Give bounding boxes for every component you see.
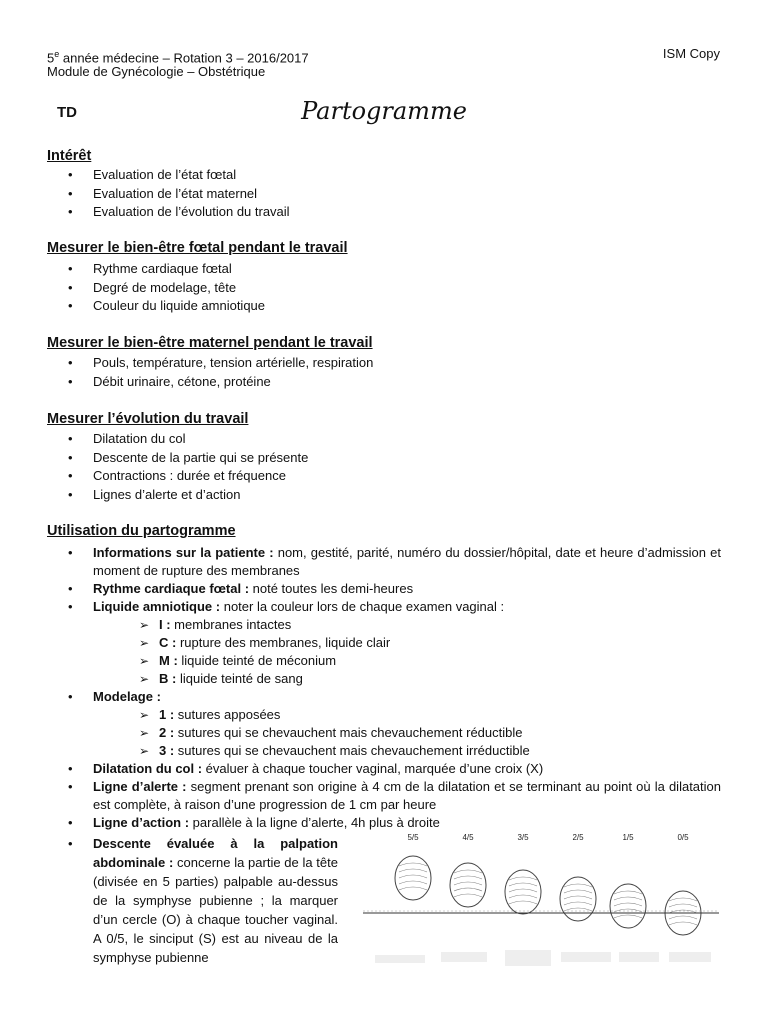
fraction-label: 4/5 bbox=[462, 833, 474, 842]
section-heading-foetal: Mesurer le bien-être fœtal pendant le travail bbox=[47, 240, 348, 256]
list-item: • Débit urinaire, cétone, protéine bbox=[65, 373, 373, 392]
section-list-foetal bbox=[65, 260, 265, 316]
list-item: • Couleur du liquide amniotique bbox=[65, 297, 265, 316]
section-heading-interet: Intérêt bbox=[47, 148, 92, 164]
list-item: • Rythme cardiaque fœtal bbox=[65, 260, 265, 279]
list-item-action: • Ligne d’action : parallèle à la ligne d’alerte, 4h plus à droite bbox=[65, 814, 721, 832]
caption-block bbox=[375, 955, 425, 963]
sub-item: ➢ 1 : sutures apposées bbox=[139, 706, 721, 724]
list-item: • Evaluation de l’état fœtal bbox=[65, 166, 290, 185]
usage-list bbox=[65, 544, 721, 832]
sub-item: ➢ I : membranes intactes bbox=[139, 616, 721, 634]
list-item-modelage: • Modelage : ➢ 1 : sutures apposées ➢ 2 : sutures qui se chevauchent mais chevauchement réductible ➢ 3 : sutures qui se chevauchent mais chevauchement irréductible bbox=[65, 688, 721, 760]
list-item: • Contractions : durée et fréquence bbox=[65, 467, 308, 486]
fetal-head bbox=[560, 877, 596, 921]
fetal-head bbox=[610, 884, 646, 928]
list-item-rcf: • Rythme cardiaque fœtal : noté toutes les demi-heures bbox=[65, 580, 721, 598]
liquide-sublist bbox=[93, 616, 721, 688]
list-item: • Descente de la partie qui se présente bbox=[65, 449, 308, 468]
sub-item: ➢ M : liquide teinté de méconium bbox=[139, 652, 721, 670]
descent-illustration bbox=[353, 830, 723, 980]
list-item: • Degré de modelage, tête bbox=[65, 279, 265, 298]
list-item-descente: • Descente évaluée à la palpation abdominale : concerne la partie de la tête (divisée en 5 parties) palpable au-dessus de la symphyse pubienne ; la marquer d’un cercle (O) à chaque toucher vaginal. A 0/5, le sinciput (S) est au niveau de la symphyse pubienne bbox=[65, 834, 338, 967]
section-heading-maternel: Mesurer le bien-être maternel pendant le travail bbox=[47, 335, 373, 351]
figure-captions bbox=[375, 950, 711, 966]
fetal-head bbox=[450, 863, 486, 907]
list-item: • Lignes d’alerte et d’action bbox=[65, 486, 308, 505]
sub-item: ➢ C : rupture des membranes, liquide clair bbox=[139, 634, 721, 652]
fetal-head bbox=[505, 870, 541, 914]
list-item: • Pouls, température, tension artérielle, respiration bbox=[65, 354, 373, 373]
caption-block bbox=[619, 952, 659, 962]
list-item-liquide: • Liquide amniotique : noter la couleur lors de chaque examen vaginal : ➢ I : membranes intactes ➢ C : rupture des membranes, liquide clair ➢ M : liquide teinté de méconium ➢ B : liquide teinté de sang bbox=[65, 598, 721, 688]
section-list-interet bbox=[65, 166, 290, 222]
fraction-label: 2/5 bbox=[572, 833, 584, 842]
section-heading-utilisation: Utilisation du partogramme bbox=[47, 523, 236, 539]
list-item: • Evaluation de l’évolution du travail bbox=[65, 203, 290, 222]
modelage-sublist bbox=[93, 706, 721, 760]
list-item: • Evaluation de l’état maternel bbox=[65, 185, 290, 204]
td-label: TD bbox=[57, 104, 77, 121]
caption-block bbox=[505, 950, 551, 966]
fraction-label: 1/5 bbox=[622, 833, 634, 842]
fraction-label: 3/5 bbox=[517, 833, 529, 842]
list-item: • Dilatation du col bbox=[65, 430, 308, 449]
fraction-label: 0/5 bbox=[677, 833, 689, 842]
sub-item: ➢ 2 : sutures qui se chevauchent mais chevauchement réductible bbox=[139, 724, 721, 742]
caption-block bbox=[441, 952, 487, 962]
list-item-dilatation: • Dilatation du col : évaluer à chaque toucher vaginal, marquée d’une croix (X) bbox=[65, 760, 721, 778]
header-source: ISM Copy bbox=[662, 46, 720, 61]
fraction-labels bbox=[407, 833, 689, 842]
caption-block bbox=[561, 952, 611, 962]
list-item-patiente: • Informations sur la patiente : nom, gestité, parité, numéro du dossier/hôpital, date et heure d’admission et moment de rupture des membranes bbox=[65, 544, 721, 580]
header-course-line: 5e année médecine – Rotation 3 – 2016/2017 bbox=[47, 49, 309, 66]
sub-item: ➢ B : liquide teinté de sang bbox=[139, 670, 721, 688]
fetal-heads bbox=[395, 856, 701, 935]
section-list-maternel bbox=[65, 354, 373, 391]
section-heading-travail: Mesurer l’évolution du travail bbox=[47, 411, 249, 427]
fraction-label: 5/5 bbox=[407, 833, 419, 842]
section-list-travail bbox=[65, 430, 308, 504]
page-title: Partogramme bbox=[301, 97, 467, 125]
list-item-alerte: • Ligne d’alerte : segment prenant son origine à 4 cm de la dilatation et se terminant au point où la dilatation est complète, à raison d’une progression de 1 cm par heure bbox=[65, 778, 721, 814]
caption-block bbox=[669, 952, 711, 962]
header-module-line: Module de Gynécologie – Obstétrique bbox=[47, 64, 266, 79]
sub-item: ➢ 3 : sutures qui se chevauchent mais chevauchement irréductible bbox=[139, 742, 721, 760]
fetal-head bbox=[395, 856, 431, 900]
